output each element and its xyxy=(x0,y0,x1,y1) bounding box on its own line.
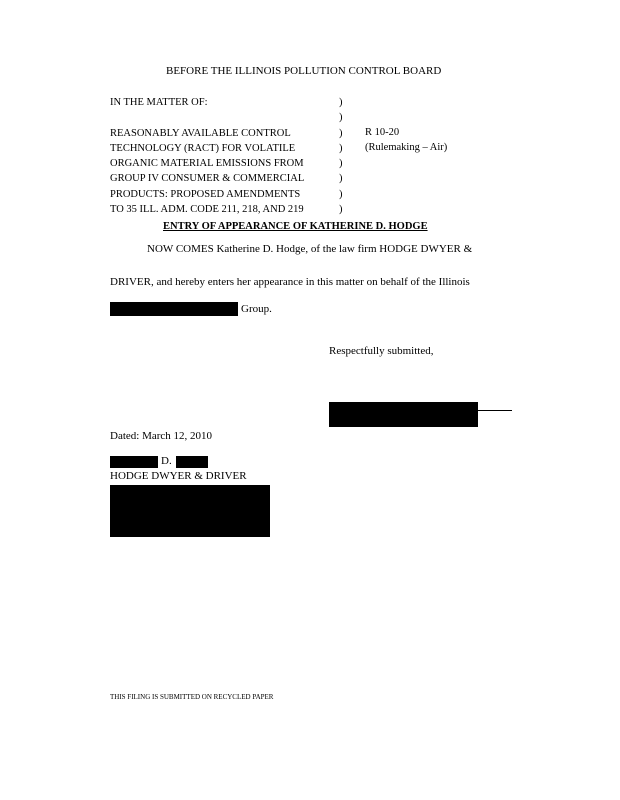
redaction-attorney-last xyxy=(176,456,208,468)
redaction-attorney-first xyxy=(110,456,158,468)
docket-number: R 10-20 xyxy=(365,127,400,138)
caption-line: ORGANIC MATERIAL EMISSIONS FROM ) xyxy=(110,158,343,170)
caption-line: PRODUCTS: PROPOSED AMENDMENTS ) xyxy=(110,188,343,200)
docket-info xyxy=(365,125,447,155)
body-line-1: NOW COMES Katherine D. Hodge, of the law firm HODGE DWYER & xyxy=(147,243,473,255)
caption-line: TO 35 ILL. ADM. CODE 211, 218, AND 219 ) xyxy=(110,204,343,216)
caption-line: ) xyxy=(339,112,343,124)
firm-name: HODGE DWYER & DRIVER xyxy=(110,470,247,482)
caption-line: TECHNOLOGY (RACT) FOR VOLATILE ) xyxy=(110,142,343,154)
redaction-org xyxy=(110,302,238,316)
dated-line: Dated: March 12, 2010 xyxy=(110,430,213,442)
caption-line: REASONABLY AVAILABLE CONTROL ) xyxy=(110,127,343,139)
footer-note: THIS FILING IS SUBMITTED ON RECYCLED PAPER xyxy=(110,693,274,701)
body-line-2: DRIVER, and hereby enters her appearance in this matter on behalf of the Illinois xyxy=(110,276,470,288)
redaction-signature xyxy=(329,402,478,427)
attorney-initial: D. xyxy=(161,455,172,467)
board-title: BEFORE THE ILLINOIS POLLUTION CONTROL BOARD xyxy=(166,65,442,77)
signature-line xyxy=(478,410,512,411)
caption-line: GROUP IV CONSUMER & COMMERCIAL ) xyxy=(110,173,343,185)
redaction-address xyxy=(110,485,270,537)
caption-line: IN THE MATTER OF: ) xyxy=(110,97,343,108)
docket-type: (Rulemaking – Air) xyxy=(365,142,448,153)
body-line-3-suffix: Group. xyxy=(241,303,272,315)
respectfully-submitted: Respectfully submitted, xyxy=(329,345,434,357)
caption-matter xyxy=(110,95,350,217)
document-title: ENTRY OF APPEARANCE OF KATHERINE D. HODGE xyxy=(163,221,428,232)
